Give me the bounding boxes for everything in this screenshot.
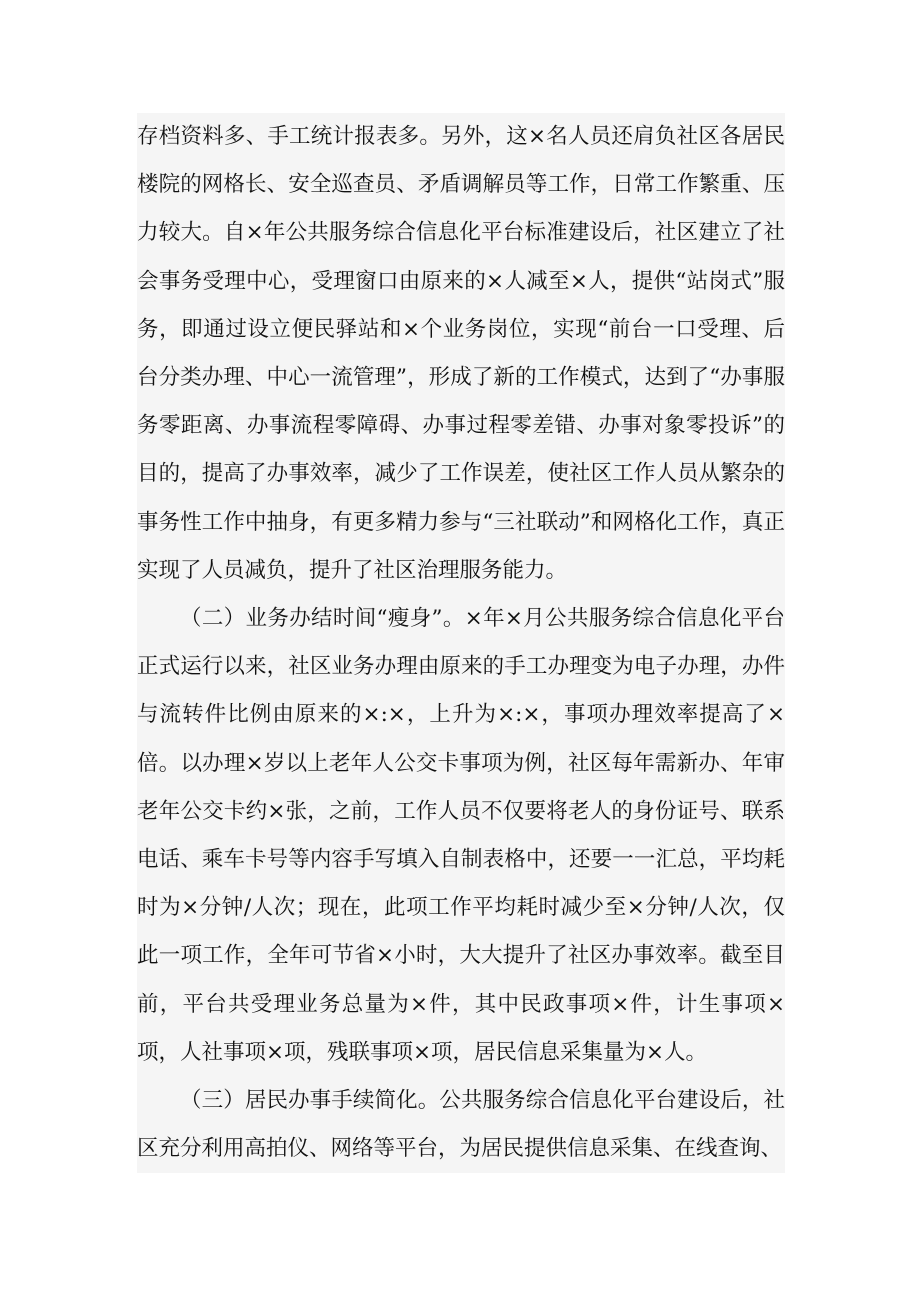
paragraph-2: （二）业务办结时间“瘦身”。×年×月公共服务综合信息化平台正式运行以来，社区业务办理由原来的手工办理变为电子办理，办件与流转件比例由原来的×:×，上升为×:×，事项办理效率提高了×倍。以办理×岁以上老年人公交卡事项为例，社区每年需新办、年审老年公交卡约×张，之前，工作人员不仅要将老人的身份证号、联系电话、乘车卡号等内容手写填入自制表格中，还要一一汇总，平均耗时为×分钟/人次；现在，此项工作平均耗时减少至×分钟/人次，仅此一项工作，全年可节省×小时，大大提升了社区办事效率。截至目前，平台共受理业务总量为×件，其中民政事项×件，计生事项×项，人社事项×项，残联事项×项，居民信息采集量为×人。 xyxy=(137,606,785,1065)
body-text xyxy=(137,113,785,1173)
paragraph-3: （三）居民办事手续简化。公共服务综合信息化平台建设后，社区充分利用高拍仪、网络等平台，为居民提供信息采集、在线查询、 xyxy=(137,1088,785,1162)
paragraph-1: 存档资料多、手工统计报表多。另外，这×名人员还肩负社区各居民楼院的网格长、安全巡查员、矛盾调解员等工作，日常工作繁重、压力较大。自×年公共服务综合信息化平台标准建设后，社区建立了社会事务受理中心，受理窗口由原来的×人减至×人，提供“站岗式”服务，即通过设立便民驿站和×个业务岗位，实现“前台一口受理、后台分类办理、中心一流管理”，形成了新的工作模式，达到了“办事服务零距离、办事流程零障碍、办事过程零差错、办事对象零投诉”的目的，提高了办事效率，减少了工作误差，使社区工作人员从繁杂的事务性工作中抽身，有更多精力参与“三社联动”和网格化工作，真正实现了人员减负，提升了社区治理服务能力。 xyxy=(137,124,785,583)
